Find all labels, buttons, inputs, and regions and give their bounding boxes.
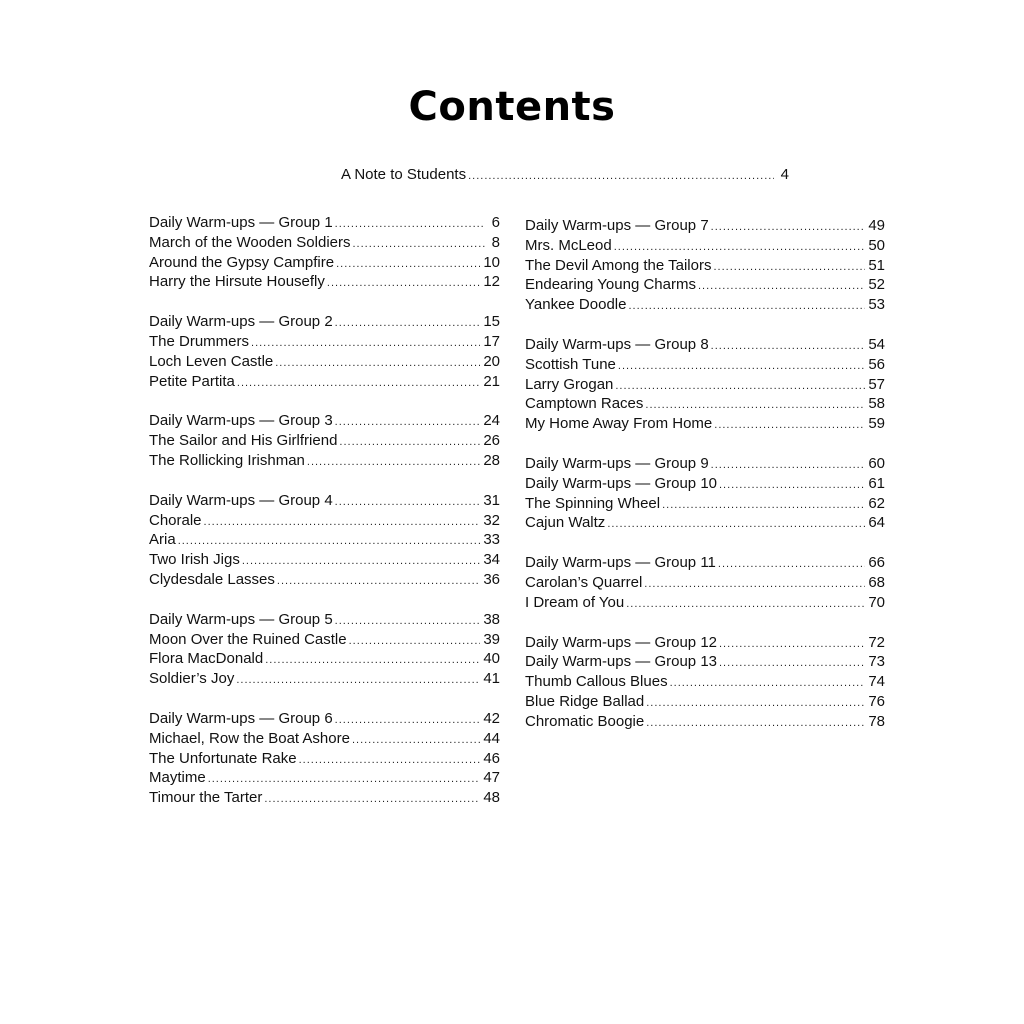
toc-entry-title: I Dream of You xyxy=(525,593,625,611)
toc-entry-page: 58 xyxy=(868,395,885,413)
toc-dot-leader xyxy=(645,396,865,415)
toc-entry-page: 61 xyxy=(868,474,885,492)
toc-entry-page: 31 xyxy=(483,491,500,509)
toc-entry-page: 32 xyxy=(483,511,500,529)
toc-group xyxy=(149,313,500,392)
toc-entry-page: 28 xyxy=(483,451,500,469)
toc-entry xyxy=(149,650,500,670)
toc-entry-title: Daily Warm-ups — Group 3 xyxy=(149,412,333,430)
toc-dot-leader xyxy=(644,575,865,594)
toc-entry-title: Daily Warm-ups — Group 11 xyxy=(525,554,716,572)
toc-entry xyxy=(525,257,885,277)
toc-entry-title: Cajun Waltz xyxy=(525,514,606,532)
toc-entry xyxy=(149,769,500,789)
toc-entry xyxy=(149,730,500,750)
toc-entry-title: Blue Ridge Ballad xyxy=(525,692,645,710)
toc-dot-leader xyxy=(277,572,480,591)
toc-dot-leader xyxy=(299,751,481,770)
toc-entry-page: 46 xyxy=(483,749,500,767)
toc-entry-page: 4 xyxy=(780,166,789,183)
toc-entry xyxy=(149,373,500,393)
toc-group xyxy=(149,710,500,809)
toc-entry-title: The Sailor and His Girlfriend xyxy=(149,432,338,450)
toc-entry-title: Moon Over the Ruined Castle xyxy=(149,630,347,648)
toc-entry xyxy=(525,395,885,415)
toc-entry xyxy=(525,673,885,693)
toc-entry xyxy=(525,356,885,376)
toc-entry-title: March of the Wooden Soldiers xyxy=(149,233,351,251)
toc-entry-page: 70 xyxy=(868,593,885,611)
toc-entry-page: 8 xyxy=(491,233,500,251)
toc-entry-page: 15 xyxy=(483,313,500,331)
toc-entry-page: 54 xyxy=(868,335,885,353)
toc-entry-page: 48 xyxy=(483,789,500,807)
toc-dot-leader xyxy=(711,456,866,475)
toc-entry-title: Two Irish Jigs xyxy=(149,551,240,569)
toc-dot-leader xyxy=(208,770,481,789)
toc-dot-leader xyxy=(327,274,480,293)
toc-dot-leader xyxy=(719,654,865,673)
toc-entry-page: 60 xyxy=(868,454,885,472)
toc-entry-title: The Spinning Wheel xyxy=(525,494,661,512)
page-title: Contents xyxy=(408,84,616,130)
toc-entry-page: 38 xyxy=(483,610,500,628)
toc-entry-title: My Home Away From Home xyxy=(525,415,713,433)
toc-dot-leader xyxy=(204,513,481,532)
toc-entry-title: The Unfortunate Rake xyxy=(149,749,297,767)
toc-dot-leader xyxy=(618,357,865,376)
toc-entry-page: 64 xyxy=(868,514,885,532)
toc-entry-title: The Devil Among the Tailors xyxy=(525,256,712,274)
toc-dot-leader xyxy=(646,714,865,733)
toc-entry-title: Timour the Tarter xyxy=(149,789,263,807)
toc-dot-leader xyxy=(646,694,865,713)
toc-entry-page: 49 xyxy=(868,217,885,234)
toc-entry-title: Daily Warm-ups — Group 1 xyxy=(149,214,333,231)
toc-entry-title: Soldier’s Joy xyxy=(149,670,235,688)
toc-entry-title: The Rollicking Irishman xyxy=(149,451,305,469)
toc-entry-title: Daily Warm-ups — Group 7 xyxy=(525,217,709,234)
toc-entry-title: Daily Warm-ups — Group 12 xyxy=(525,633,717,651)
toc-dot-leader xyxy=(352,731,480,750)
toc-entry-page: 74 xyxy=(868,673,885,691)
toc-entry xyxy=(525,296,885,316)
toc-dot-leader xyxy=(251,334,480,353)
toc-entry xyxy=(525,653,885,673)
toc-entry-page: 72 xyxy=(868,633,885,651)
toc-dot-leader xyxy=(711,218,866,237)
toc-dot-leader xyxy=(698,277,865,296)
toc-dot-leader xyxy=(713,258,865,277)
toc-entry-title: Petite Partita xyxy=(149,372,235,390)
toc-entry xyxy=(525,415,885,435)
toc-entry-title: Carolan’s Quarrel xyxy=(525,573,643,591)
toc-entry-page: 53 xyxy=(868,296,885,314)
toc-dot-leader xyxy=(615,377,865,396)
toc-entry-title: Around the Gypsy Campfire xyxy=(149,253,335,271)
toc-entry-page: 12 xyxy=(483,273,500,291)
toc-entry-title: Aria xyxy=(149,531,176,549)
toc-entry-title: Endearing Young Charms xyxy=(525,276,696,294)
toc-entry-title: Daily Warm-ups — Group 13 xyxy=(525,653,717,671)
toc-group xyxy=(149,611,500,690)
toc-entry-title: Thumb Callous Blues xyxy=(525,673,668,691)
toc-entry xyxy=(149,571,500,591)
toc-entry-page: 59 xyxy=(868,415,885,433)
toc-dot-leader xyxy=(607,515,865,534)
toc-entry-title: Camptown Races xyxy=(525,395,644,413)
toc-dot-leader xyxy=(628,297,865,316)
toc-group xyxy=(525,336,885,435)
toc-dot-leader xyxy=(468,167,774,186)
toc-entry-title: Yankee Doodle xyxy=(525,296,627,314)
toc-entry xyxy=(149,512,500,532)
toc-entry xyxy=(525,693,885,713)
toc-dot-leader xyxy=(719,476,865,495)
toc-entry xyxy=(149,789,500,809)
toc-entry xyxy=(525,514,885,534)
toc-entry-title: Flora MacDonald xyxy=(149,650,264,668)
toc-entry xyxy=(149,551,500,571)
toc-dot-leader xyxy=(719,635,865,654)
toc-entry-page: 26 xyxy=(483,432,500,450)
toc-dot-leader xyxy=(718,555,865,574)
toc-dot-leader xyxy=(335,711,481,730)
toc-entry-page: 76 xyxy=(868,692,885,710)
toc-dot-leader xyxy=(335,413,481,432)
toc-group xyxy=(149,214,500,293)
toc-group xyxy=(149,492,500,591)
toc-entry xyxy=(149,273,500,293)
toc-entry-title: A Note to Students xyxy=(341,166,467,183)
toc-dot-leader xyxy=(626,595,865,614)
toc-entry xyxy=(525,475,885,495)
toc-entry xyxy=(149,710,500,730)
toc-entry-title: Chorale xyxy=(149,511,202,529)
toc-entry xyxy=(149,234,500,254)
toc-dot-leader xyxy=(336,255,480,274)
toc-entry-page: 50 xyxy=(868,236,885,254)
toc-dot-leader xyxy=(353,235,486,254)
toc-entry-page: 62 xyxy=(868,494,885,512)
toc-entry xyxy=(525,574,885,594)
toc-group xyxy=(525,634,885,733)
toc-entry-title: Larry Grogan xyxy=(525,375,614,393)
toc-entry xyxy=(149,313,500,333)
toc-entry-title: Daily Warm-ups — Group 2 xyxy=(149,313,333,331)
toc-entry-title: Daily Warm-ups — Group 4 xyxy=(149,491,333,509)
toc-entry-title: Michael, Row the Boat Ashore xyxy=(149,729,350,747)
toc-entry xyxy=(149,333,500,353)
toc-dot-leader xyxy=(662,496,865,515)
toc-entry-title: Scottish Tune xyxy=(525,355,616,373)
toc-entry xyxy=(525,634,885,654)
toc-group xyxy=(149,412,500,471)
toc-entry xyxy=(525,237,885,257)
toc-group xyxy=(525,455,885,534)
toc-dot-leader xyxy=(275,354,480,373)
toc-dot-leader xyxy=(236,671,480,690)
toc-entry-page: 51 xyxy=(868,256,885,274)
toc-entry-page: 6 xyxy=(491,214,500,231)
toc-entry-title: Loch Leven Castle xyxy=(149,352,274,370)
toc-entry-page: 44 xyxy=(483,729,500,747)
toc-dot-leader xyxy=(264,790,480,809)
toc-dot-leader xyxy=(265,651,480,670)
toc-entry-page: 42 xyxy=(483,709,500,727)
toc-entry-page: 10 xyxy=(483,253,500,271)
toc-dot-leader xyxy=(714,416,865,435)
toc-entry-page: 20 xyxy=(483,352,500,370)
toc-dot-leader xyxy=(242,552,480,571)
toc-entry xyxy=(149,353,500,373)
toc-entry-title: Daily Warm-ups — Group 6 xyxy=(149,709,333,727)
toc-entry xyxy=(149,492,500,512)
toc-dot-leader xyxy=(339,433,480,452)
toc-dot-leader xyxy=(614,238,866,257)
toc-entry-page: 66 xyxy=(868,554,885,572)
toc-entry xyxy=(525,713,885,733)
toc-entry xyxy=(525,594,885,614)
toc-entry-title: Maytime xyxy=(149,769,206,787)
toc-entry-page: 78 xyxy=(868,712,885,730)
toc-entry xyxy=(149,432,500,452)
toc-entry-title: Daily Warm-ups — Group 8 xyxy=(525,335,709,353)
toc-entry xyxy=(149,214,500,234)
toc-entry-title: The Drummers xyxy=(149,332,250,350)
toc-entry xyxy=(149,750,500,770)
toc-entry-title: Daily Warm-ups — Group 5 xyxy=(149,610,333,628)
toc-entry-page: 73 xyxy=(868,653,885,671)
toc-entry-page: 36 xyxy=(483,570,500,588)
toc-entry xyxy=(525,336,885,356)
toc-entry-page: 21 xyxy=(483,372,500,390)
toc-entry-page: 17 xyxy=(483,332,500,350)
toc-entry xyxy=(525,495,885,515)
toc-entry-page: 68 xyxy=(868,573,885,591)
toc-entry xyxy=(149,531,500,551)
toc-entry-title: Chromatic Boogie xyxy=(525,712,645,730)
toc-dot-leader xyxy=(670,674,866,693)
toc-dot-leader xyxy=(307,453,480,472)
toc-entry-page: 52 xyxy=(868,276,885,294)
toc-entry-page: 34 xyxy=(483,551,500,569)
toc-entry xyxy=(525,554,885,574)
toc-dot-leader xyxy=(178,532,481,551)
toc-entry-page: 57 xyxy=(868,375,885,393)
toc-dot-leader xyxy=(335,215,485,234)
toc-entry xyxy=(149,452,500,472)
toc-group xyxy=(525,554,885,613)
toc-entry xyxy=(525,376,885,396)
toc-dot-leader xyxy=(335,612,481,631)
toc-column-right xyxy=(525,217,885,753)
toc-entry-title: Harry the Hirsute Housefly xyxy=(149,273,325,291)
toc-dot-leader xyxy=(349,632,481,651)
toc-entry xyxy=(149,670,500,690)
toc-dot-leader xyxy=(711,337,866,356)
toc-entry-title: Clydesdale Lasses xyxy=(149,570,275,588)
toc-entry xyxy=(149,631,500,651)
toc-entry-page: 40 xyxy=(483,650,500,668)
toc-entry xyxy=(525,276,885,296)
toc-entry-title: Daily Warm-ups — Group 10 xyxy=(525,474,717,492)
toc-entry xyxy=(525,217,885,237)
toc-entry-page: 24 xyxy=(483,412,500,430)
toc-entry xyxy=(149,412,500,432)
toc-dot-leader xyxy=(335,493,481,512)
toc-dot-leader xyxy=(237,374,480,393)
toc-entry-page: 56 xyxy=(868,355,885,373)
toc-entry-title: Mrs. McLeod xyxy=(525,236,612,254)
toc-entry xyxy=(525,455,885,475)
toc-group xyxy=(525,217,885,316)
toc-column-left xyxy=(149,214,500,829)
toc-entry xyxy=(149,611,500,631)
toc-entry-page: 33 xyxy=(483,531,500,549)
toc-dot-leader xyxy=(335,314,481,333)
toc-entry-page: 41 xyxy=(483,670,500,688)
toc-entry-title: Daily Warm-ups — Group 9 xyxy=(525,454,709,472)
toc-entry-intro xyxy=(341,166,789,186)
toc-entry-page: 39 xyxy=(483,630,500,648)
toc-entry xyxy=(149,254,500,274)
toc-entry-page: 47 xyxy=(483,769,500,787)
